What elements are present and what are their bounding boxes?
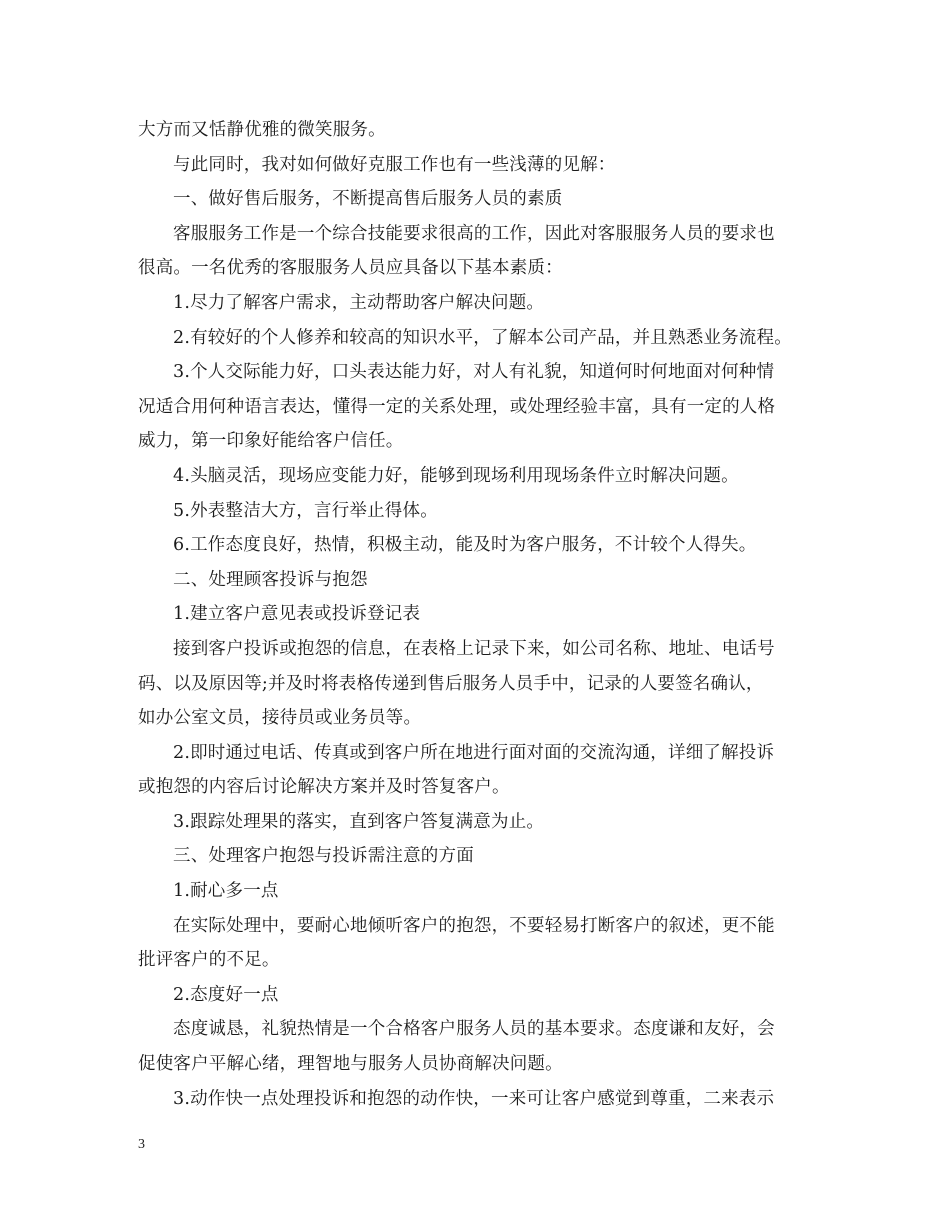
text-line: 威力，第一印象好能给客户信任。 xyxy=(138,431,404,452)
text-line: 接到客户投诉或抱怨的信息，在表格上记录下来，如公司名称、地址、电话号 xyxy=(173,638,775,659)
document-body xyxy=(138,113,818,1116)
text-line: 3.跟踪处理果的落实，直到客户答复满意为止。 xyxy=(173,811,545,832)
text-line: 一、做好售后服务，不断提高售后服务人员的素质 xyxy=(173,189,563,210)
text-line: 如办公室文员，接待员或业务员等。 xyxy=(138,708,422,729)
text-line: 1.建立客户意见表或投诉登记表 xyxy=(173,604,421,625)
text-line: 3.动作快一点处理投诉和抱怨的动作快，一来可让客户感觉到尊重，二来表示 xyxy=(173,1088,775,1109)
text-line: 2.即时通过电话、传真或到客户所在地进行面对面的交流沟通，详细了解投诉 xyxy=(173,742,775,763)
text-line: 大方而又恬静优雅的微笑服务。 xyxy=(138,120,386,140)
text-line: 与此同时，我对如何做好克服工作也有一些浅薄的见解： xyxy=(173,154,616,175)
text-line: 或抱怨的内容后讨论解决方案并及时答复客户。 xyxy=(138,777,510,798)
text-line: 二、处理顾客投诉与抱怨 xyxy=(173,569,368,590)
text-line: 批评客户的不足。 xyxy=(138,950,280,971)
text-line: 况适合用何种语言表达，懂得一定的关系处理，或处理经验丰富，具有一定的人格 xyxy=(138,396,776,417)
text-line: 4.头脑灵活，现场应变能力好，能够到现场利用现场条件立时解决问题。 xyxy=(173,465,739,486)
text-line: 码、以及原因等;并及时将表格传递到售后服务人员手中，记录的人要签名确认， xyxy=(138,673,764,694)
text-line: 在实际处理中，要耐心地倾听客户的抱怨，不要轻易打断客户的叙述，更不能 xyxy=(173,915,775,936)
text-line: 2.态度好一点 xyxy=(173,984,279,1005)
text-line: 三、处理客户抱怨与投诉需注意的方面 xyxy=(173,846,474,867)
page-number: 3 xyxy=(138,1137,145,1152)
text-line: 很高。一名优秀的客服服务人员应具备以下基本素质： xyxy=(138,258,563,279)
text-line: 1.尽力了解客户需求，主动帮助客户解决问题。 xyxy=(173,292,545,313)
text-line: 态度诚恳，礼貌热情是一个合格客户服务人员的基本要求。态度谦和友好，会 xyxy=(173,1019,775,1040)
text-line: 6.工作态度良好，热情，积极主动，能及时为客户服务，不计较个人得失。 xyxy=(173,535,757,556)
text-line: 促使客户平解心绪，理智地与服务人员协商解决问题。 xyxy=(138,1054,563,1075)
text-line: 1.耐心多一点 xyxy=(173,881,279,902)
text-line: 客服服务工作是一个综合技能要求很高的工作，因此对客服服务人员的要求也 xyxy=(173,223,775,244)
text-line: 2.有较好的个人修养和较高的知识水平，了解本公司产品，并且熟悉业务流程。 xyxy=(173,327,792,348)
text-line: 3.个人交际能力好，口头表达能力好，对人有礼貌，知道何时何地面对何种情 xyxy=(173,362,775,383)
text-line: 5.外表整洁大方，言行举止得体。 xyxy=(173,500,438,521)
